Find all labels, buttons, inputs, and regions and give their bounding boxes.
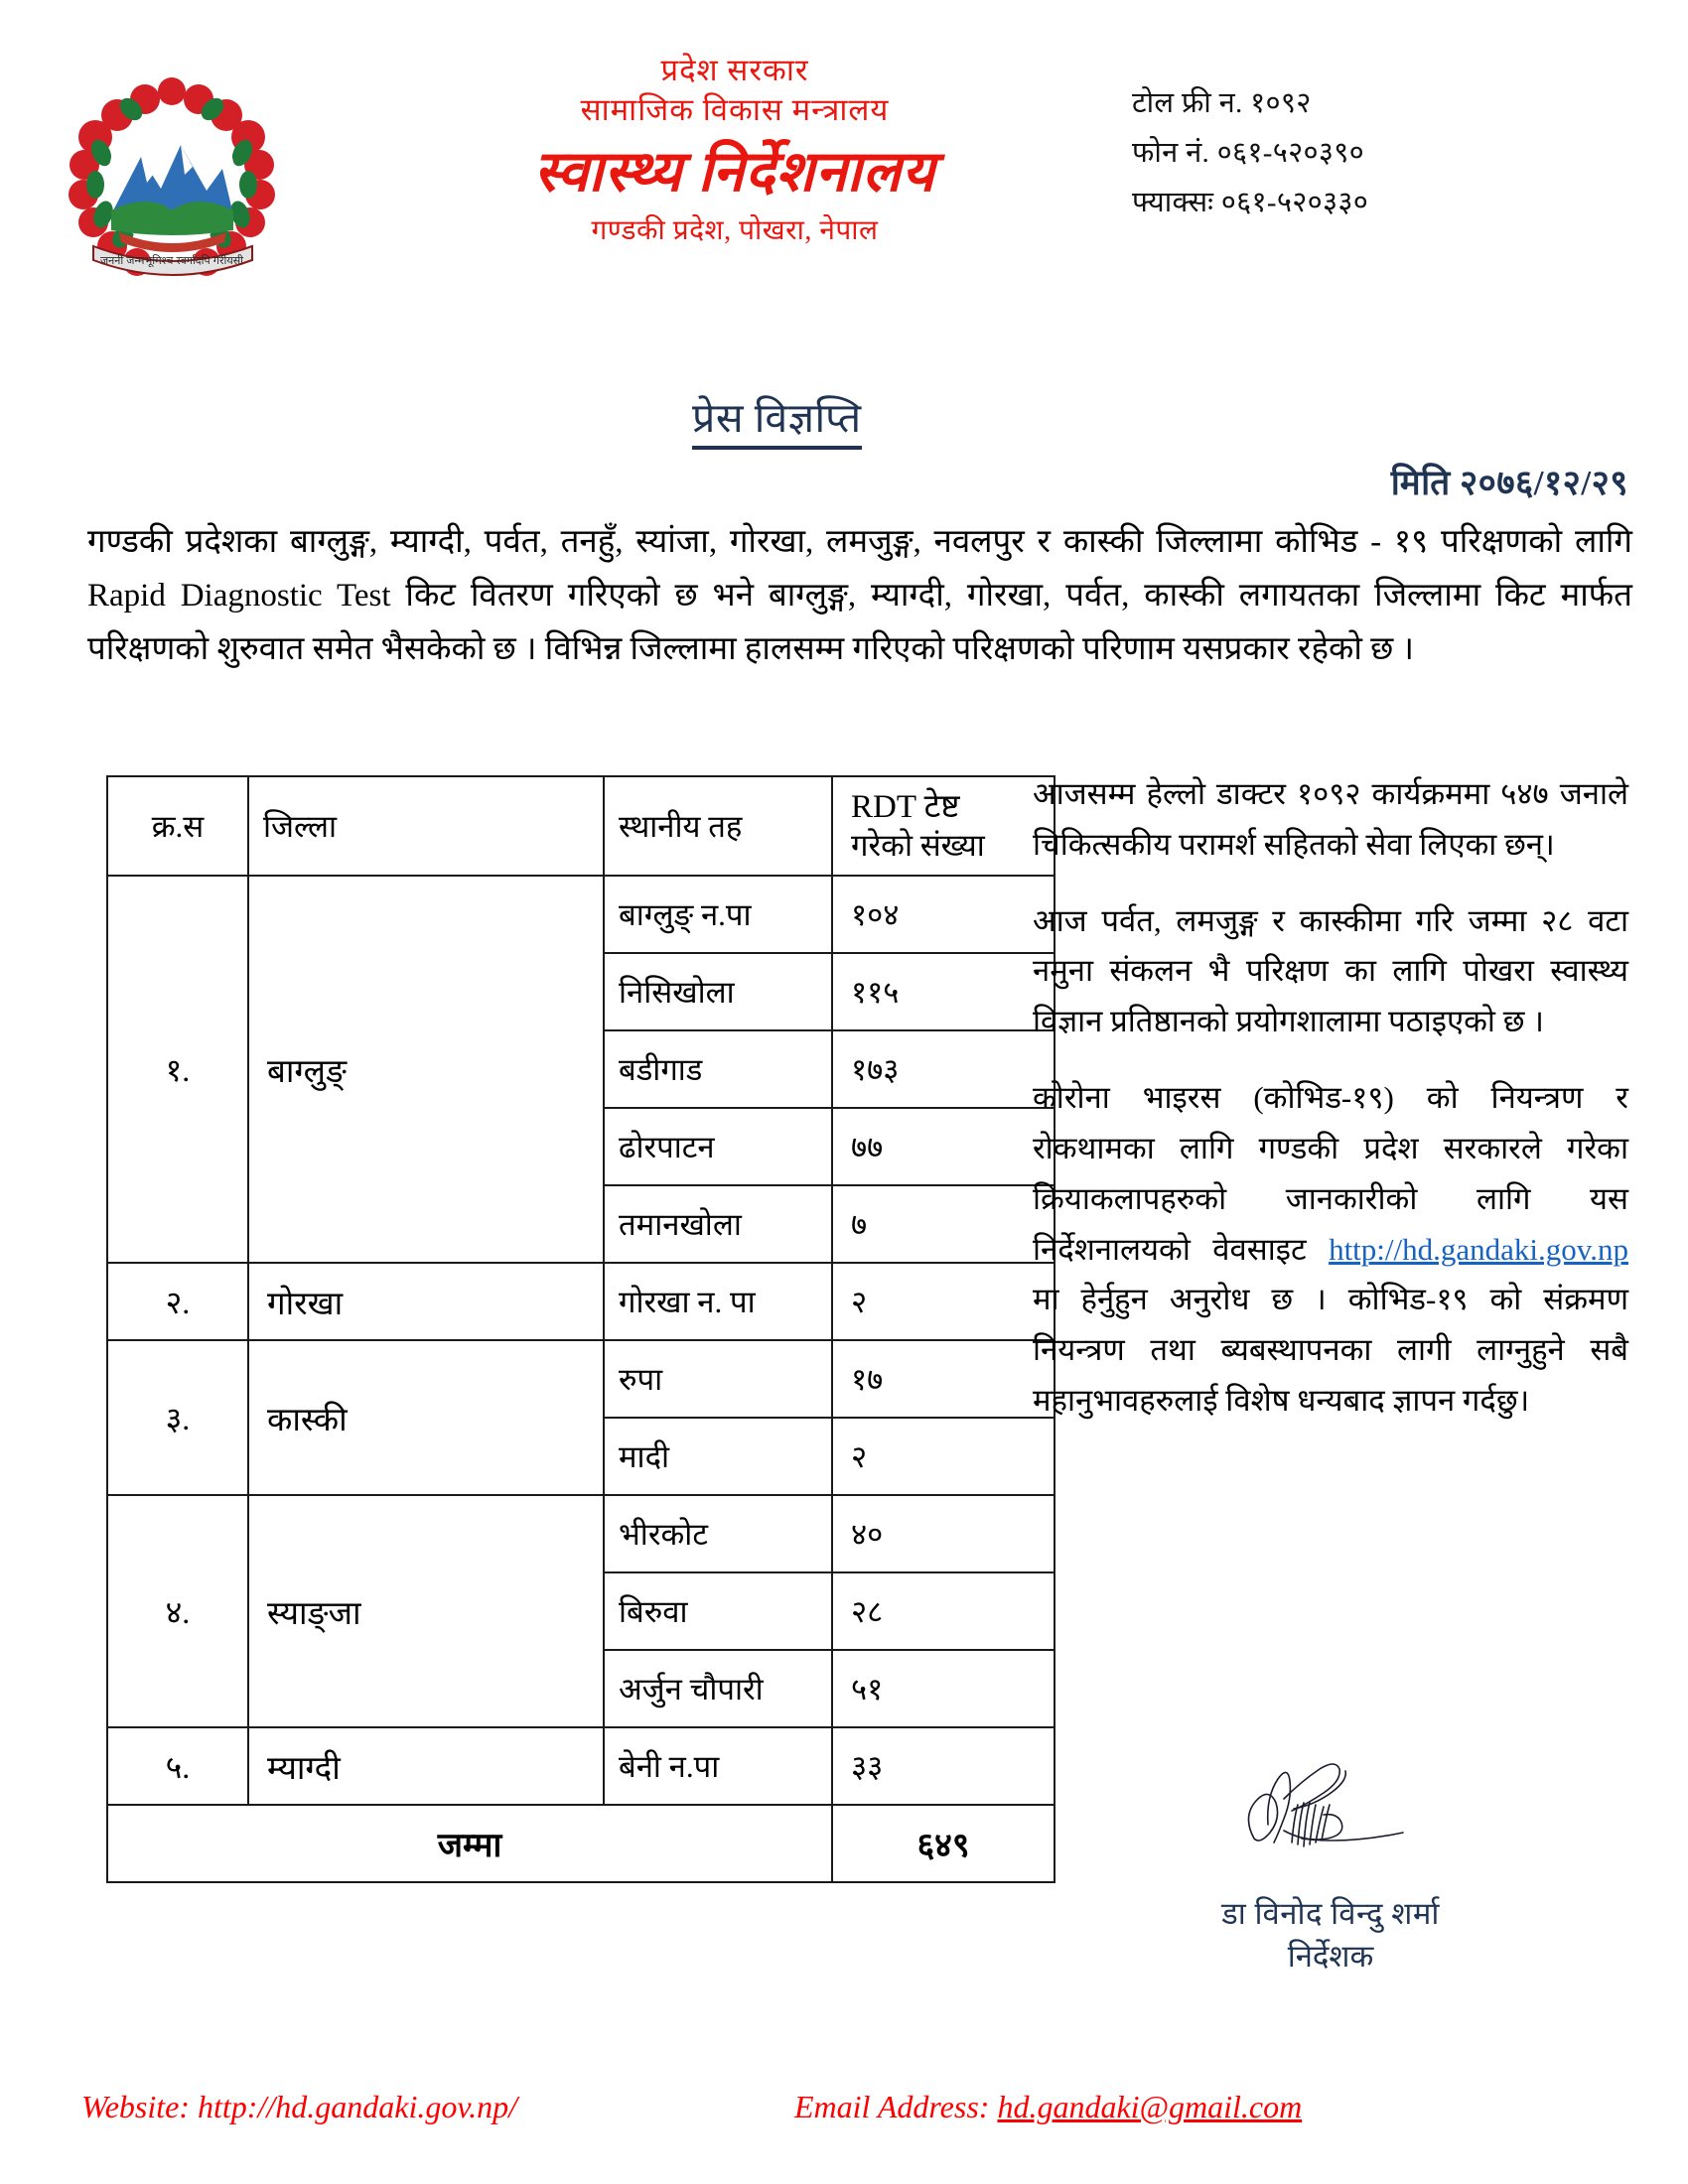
cell-serial-number: २.	[107, 1263, 248, 1340]
cell-district: म्याग्दी	[248, 1727, 604, 1805]
signature-block	[1033, 1747, 1628, 1980]
header-rdt-count	[832, 776, 1055, 876]
toll-free-number: टोल फ्री न. १०९२	[1132, 87, 1312, 119]
cell-rdt-count: ७७	[832, 1108, 1055, 1185]
cell-rdt-count: १०४	[832, 876, 1055, 953]
table-row	[107, 1340, 1055, 1418]
letterhead-center	[387, 52, 1082, 252]
footer-website	[81, 2089, 517, 2125]
cell-district: स्याङ्जा	[248, 1495, 604, 1727]
cell-rdt-count: २	[832, 1263, 1055, 1340]
fax-number: फ्याक्सः ०६१-५२०३३०	[1132, 186, 1369, 218]
side-note-paragraph-3	[1033, 1073, 1628, 1427]
footer-email	[794, 2089, 1302, 2125]
header-rdt-count-line1: RDT टेष्ट	[851, 788, 960, 825]
cell-district: गोरखा	[248, 1263, 604, 1340]
table-header-row	[107, 776, 1055, 876]
cell-local-level: गोरखा न. पा	[604, 1263, 832, 1340]
side-note-paragraph-1: आजसम्म हेल्लो डाक्टर १०९२ कार्यक्रममा ५४७ जनाले चिकित्सकीय परामर्श सहितको सेवा लिएका छन्।	[1033, 776, 1628, 862]
office-title: स्वास्थ्य निर्देशनालय	[533, 140, 936, 204]
signatory-role: निर्देशक	[1287, 1939, 1374, 1974]
table-row	[107, 1263, 1055, 1340]
cell-local-level: रुपा	[604, 1340, 832, 1418]
cell-serial-number: १.	[107, 876, 248, 1263]
cell-district: बाग्लुङ्	[248, 876, 604, 1263]
cell-serial-number: ४.	[107, 1495, 248, 1727]
signatory-name: डा विनोद विन्दु शर्मा	[1221, 1896, 1440, 1931]
side-note-p3-after-link: मा हेर्नुहुन अनुरोध छ । कोभिड-१९ को संक्रमण नियन्त्रण तथा ब्यबस्थापनका लागी लाग्नुहुने सबै महानुभावहरुलाई विशेष धन्यबाद ज्ञापन गर्दछु।	[1033, 1282, 1628, 1419]
cell-rdt-count: ३३	[832, 1727, 1055, 1805]
cell-rdt-count: १७	[832, 1340, 1055, 1418]
cell-rdt-count: २८	[832, 1572, 1055, 1650]
cell-rdt-count: १७३	[832, 1030, 1055, 1108]
cell-rdt-count: ५१	[832, 1650, 1055, 1727]
table-row	[107, 876, 1055, 953]
total-value: ६४९	[832, 1805, 1055, 1882]
cell-rdt-count: २	[832, 1418, 1055, 1495]
cell-local-level: भीरकोट	[604, 1495, 832, 1572]
table-total-row	[107, 1805, 1055, 1882]
header-local-level: स्थानीय तह	[604, 776, 832, 876]
cell-local-level: ढोरपाटन	[604, 1108, 832, 1185]
government-line: प्रदेश सरकार	[660, 53, 809, 87]
table-body	[107, 876, 1055, 1882]
table-row	[107, 1495, 1055, 1572]
page-title-text: प्रेस विज्ञप्ति	[692, 395, 862, 450]
ministry-line: सामाजिक विकास मन्त्रालय	[580, 91, 890, 127]
cell-rdt-count: ११५	[832, 953, 1055, 1030]
cell-district: कास्की	[248, 1340, 604, 1495]
footer-email-label: Email Address:	[794, 2089, 990, 2124]
contact-info	[1132, 79, 1368, 228]
side-note-p3-before-link: कोरोना भाइरस (कोभिड-१९) को नियन्त्रण र रोकथामका लागि गण्डकी प्रदेश सरकारले गरेका क्रियाकलापहरुको जानकारीको लागि यस निर्देशनालयको वेवसाइट	[1033, 1080, 1628, 1267]
cell-local-level: बडीगाड	[604, 1030, 832, 1108]
total-label: जम्मा	[107, 1805, 832, 1882]
side-notes	[1033, 769, 1628, 1427]
side-note-paragraph-2: आज पर्वत, लमजुङ्ग र कास्कीमा गरि जम्मा २८ वटा नमुना संकलन भै परिक्षण का लागि पोखरा स्वास्थ्य विज्ञान प्रतिष्ठानको प्रयोगशालामा पठाइएको छ ।	[1033, 902, 1628, 1039]
cell-serial-number: ३.	[107, 1340, 248, 1495]
cell-local-level: अर्जुन चौपारी	[604, 1650, 832, 1727]
svg-text:जननी जन्मभूमिश्च स्वर्गादपि गर: जननी जन्मभूमिश्च स्वर्गादपि गरीयसी	[99, 255, 244, 267]
header-rdt-count-line2: गरेको संख्या	[851, 828, 985, 864]
rdt-results-table	[106, 775, 1055, 1883]
directorate-website-link[interactable]: http://hd.gandaki.gov.np	[1329, 1231, 1628, 1267]
page-footer	[0, 2089, 1688, 2148]
cell-local-level: निसिखोला	[604, 953, 832, 1030]
letterhead	[0, 52, 1688, 349]
table-row	[107, 1727, 1055, 1805]
handwritten-signature	[1236, 1747, 1425, 1866]
cell-rdt-count: ४०	[832, 1495, 1055, 1572]
intro-paragraph: गण्डकी प्रदेशका बाग्लुङ्ग, म्याग्दी, पर्वत, तनहुँ, स्यांजा, गोरखा, लमजुङ्ग, नवलपुर र कास्की जिल्लामा कोभिड - १९ परिक्षणको लागि Rapid Diagnostic Test किट वितरण गरिएको छ भने बाग्लुङ्ग, म्याग्दी, गोरखा, पर्वत, कास्की लगायतका जिल्लामा किट मार्फत परिक्षणको शुरुवात समेत भैसकेको छ । विभिन्न जिल्लामा हालसम्म गरिएको परिक्षणको परिणाम यसप्रकार रहेको छ ।	[87, 524, 1632, 667]
cell-local-level: बेनी न.पा	[604, 1727, 832, 1805]
cell-local-level: बाग्लुङ् न.पा	[604, 876, 832, 953]
page-title	[692, 389, 862, 445]
cell-local-level: मादी	[604, 1418, 832, 1495]
cell-local-level: बिरुवा	[604, 1572, 832, 1650]
office-location: गण्डकी प्रदेश, पोखरा, नेपाल	[591, 215, 879, 247]
phone-number: फोन नं. ०६१-५२०३९०	[1132, 136, 1364, 169]
cell-rdt-count: ७	[832, 1185, 1055, 1263]
footer-website-url[interactable]: http://hd.gandaki.gov.np/	[198, 2089, 518, 2124]
cell-local-level: तमानखोला	[604, 1185, 832, 1263]
header-district: जिल्ला	[248, 776, 604, 876]
footer-website-label: Website:	[81, 2089, 191, 2124]
nepal-government-emblem	[58, 66, 286, 294]
cell-serial-number: ५.	[107, 1727, 248, 1805]
footer-email-address[interactable]: hd.gandaki@gmail.com	[997, 2089, 1303, 2124]
document-date: मिति २०७६/१२/२९	[1390, 464, 1628, 502]
header-serial-number: क्र.स	[107, 776, 248, 876]
